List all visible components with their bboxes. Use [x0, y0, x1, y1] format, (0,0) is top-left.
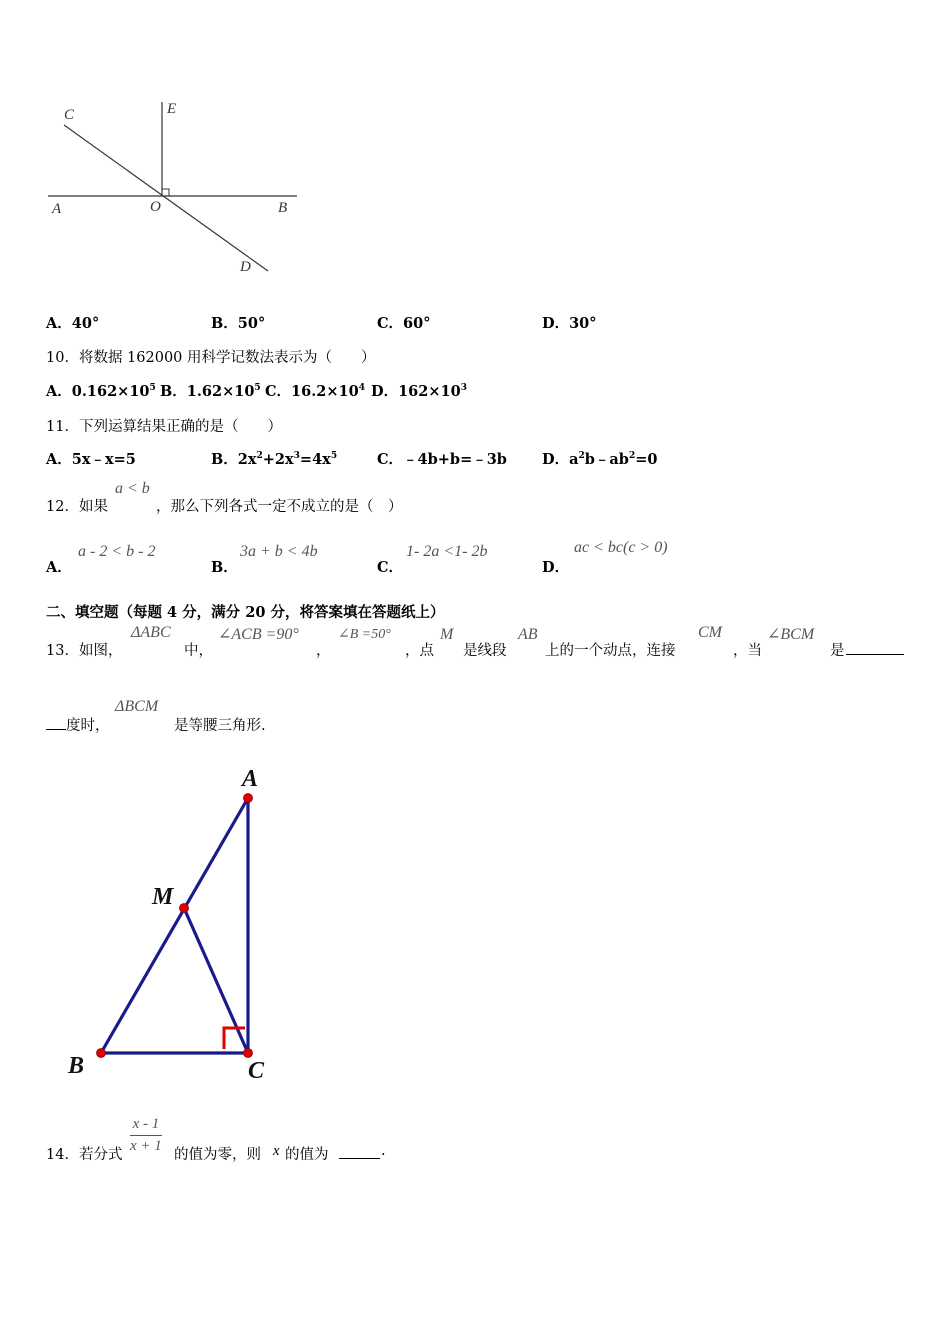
- q13-answer-blank-1[interactable]: [846, 654, 904, 655]
- line-cd: [64, 125, 268, 271]
- q12-option-c-expr: 1- 2a <1- 2b: [406, 543, 488, 560]
- q14-suffix: 的值为: [285, 1147, 329, 1163]
- label-m: M: [152, 884, 174, 910]
- q12-option-c-letter[interactable]: C．: [377, 559, 404, 576]
- q13-angle-b: ∠B =50°: [338, 627, 391, 642]
- point-c: [244, 1049, 253, 1058]
- q13-answer-blank-2[interactable]: [46, 729, 66, 730]
- label-a: A: [52, 201, 62, 217]
- q13-p10: 是等腰三角形.: [174, 718, 266, 734]
- q10-stem: 10．将数据 162000 用科学记数法表示为（ ）: [46, 350, 376, 366]
- q12-condition: a < b: [115, 480, 150, 497]
- q12-option-b-expr: 3a + b < 4b: [240, 543, 318, 560]
- point-m: [180, 904, 189, 913]
- figure-triangle: [60, 760, 300, 1090]
- q13-segment-ab: AB: [518, 626, 538, 643]
- q11-option-d[interactable]: D．$a^2b﹣ab^2=0$: [542, 451, 658, 468]
- q13-p2: 中，: [184, 643, 213, 659]
- label-c: C: [64, 107, 75, 123]
- segment-mc: [184, 908, 248, 1053]
- q11-option-c[interactable]: C．﹣4b+b=﹣3b: [377, 451, 507, 468]
- q13-p9: 度时，: [66, 718, 110, 734]
- q10-option-b[interactable]: B．$1.62\times 10^5$: [160, 383, 261, 400]
- q14-fraction: [130, 1116, 162, 1155]
- q9-option-d[interactable]: D．30°: [542, 315, 597, 332]
- q13-angle-acb: ∠ACB =90°: [218, 626, 299, 643]
- label-e: E: [167, 101, 177, 117]
- point-b: [97, 1049, 106, 1058]
- point-a: [244, 794, 253, 803]
- label-b: B: [68, 1053, 85, 1079]
- q14-denominator: x + 1: [130, 1138, 162, 1154]
- q14-middle: 的值为零，则: [174, 1147, 261, 1163]
- q13-p3: ，: [316, 643, 331, 659]
- q13-segment-cm: CM: [698, 624, 722, 641]
- label-a: A: [242, 766, 259, 792]
- label-o: O: [150, 199, 161, 215]
- q13-p8: 是: [830, 643, 845, 659]
- segment-ab: [101, 798, 248, 1053]
- q14-var: x: [273, 1143, 280, 1159]
- q13-p6: 上的一个动点，连接: [545, 643, 676, 659]
- q13-triangle-abc: ΔABC: [131, 624, 171, 641]
- q13-p7: ，当: [733, 643, 762, 659]
- q14-end: .: [381, 1143, 386, 1159]
- q13-p1: 13．如图，: [46, 643, 123, 659]
- q10-option-d[interactable]: D．$162\times 10^3$: [371, 383, 467, 400]
- section-2-title: 二、填空题（每题 4 分，满分 20 分，将答案填在答题纸上）: [46, 604, 445, 621]
- q11-option-a[interactable]: A．5x﹣x=5: [46, 451, 136, 468]
- q11-option-b[interactable]: B．$2x^2+2x^3=4x^5$: [211, 451, 338, 468]
- q12-option-d-expr: ac < bc(c > 0): [574, 539, 668, 556]
- label-c: C: [248, 1058, 265, 1084]
- q12-option-b-letter[interactable]: B．: [211, 559, 238, 576]
- q14-answer-blank[interactable]: [339, 1158, 380, 1159]
- q9-option-c[interactable]: C．60°: [377, 315, 431, 332]
- q14-prefix: 14．若分式: [46, 1147, 123, 1163]
- q10-option-c[interactable]: C．$16.2\times 10^4$: [265, 383, 365, 400]
- q11-stem: 11．下列运算结果正确的是（ ）: [46, 419, 282, 435]
- q13-p5: 是线段: [463, 643, 507, 659]
- q12-option-a-expr: a - 2 < b - 2: [78, 543, 156, 560]
- label-b: B: [278, 200, 288, 216]
- q13-point-m: M: [440, 626, 454, 643]
- q13-angle-bcm: ∠BCM: [767, 626, 815, 643]
- figure-angles: [40, 95, 310, 285]
- q9-option-a[interactable]: A．40°: [46, 315, 100, 332]
- q12-suffix: ，那么下列各式一定不成立的是（ ）: [156, 499, 403, 515]
- q13-p4: ，点: [405, 643, 434, 659]
- q12-prefix: 12．如果: [46, 499, 108, 515]
- q10-option-a[interactable]: A．$0.162\times 10^5$: [46, 383, 156, 400]
- q9-option-b[interactable]: B．50°: [211, 315, 266, 332]
- right-angle-mark: [162, 189, 169, 196]
- q14-numerator: x - 1: [130, 1116, 162, 1136]
- q12-option-a-letter[interactable]: A．: [46, 559, 72, 576]
- q13-triangle-bcm: ΔBCM: [115, 698, 159, 715]
- q12-option-d-letter[interactable]: D．: [542, 559, 570, 576]
- label-d: D: [240, 259, 251, 275]
